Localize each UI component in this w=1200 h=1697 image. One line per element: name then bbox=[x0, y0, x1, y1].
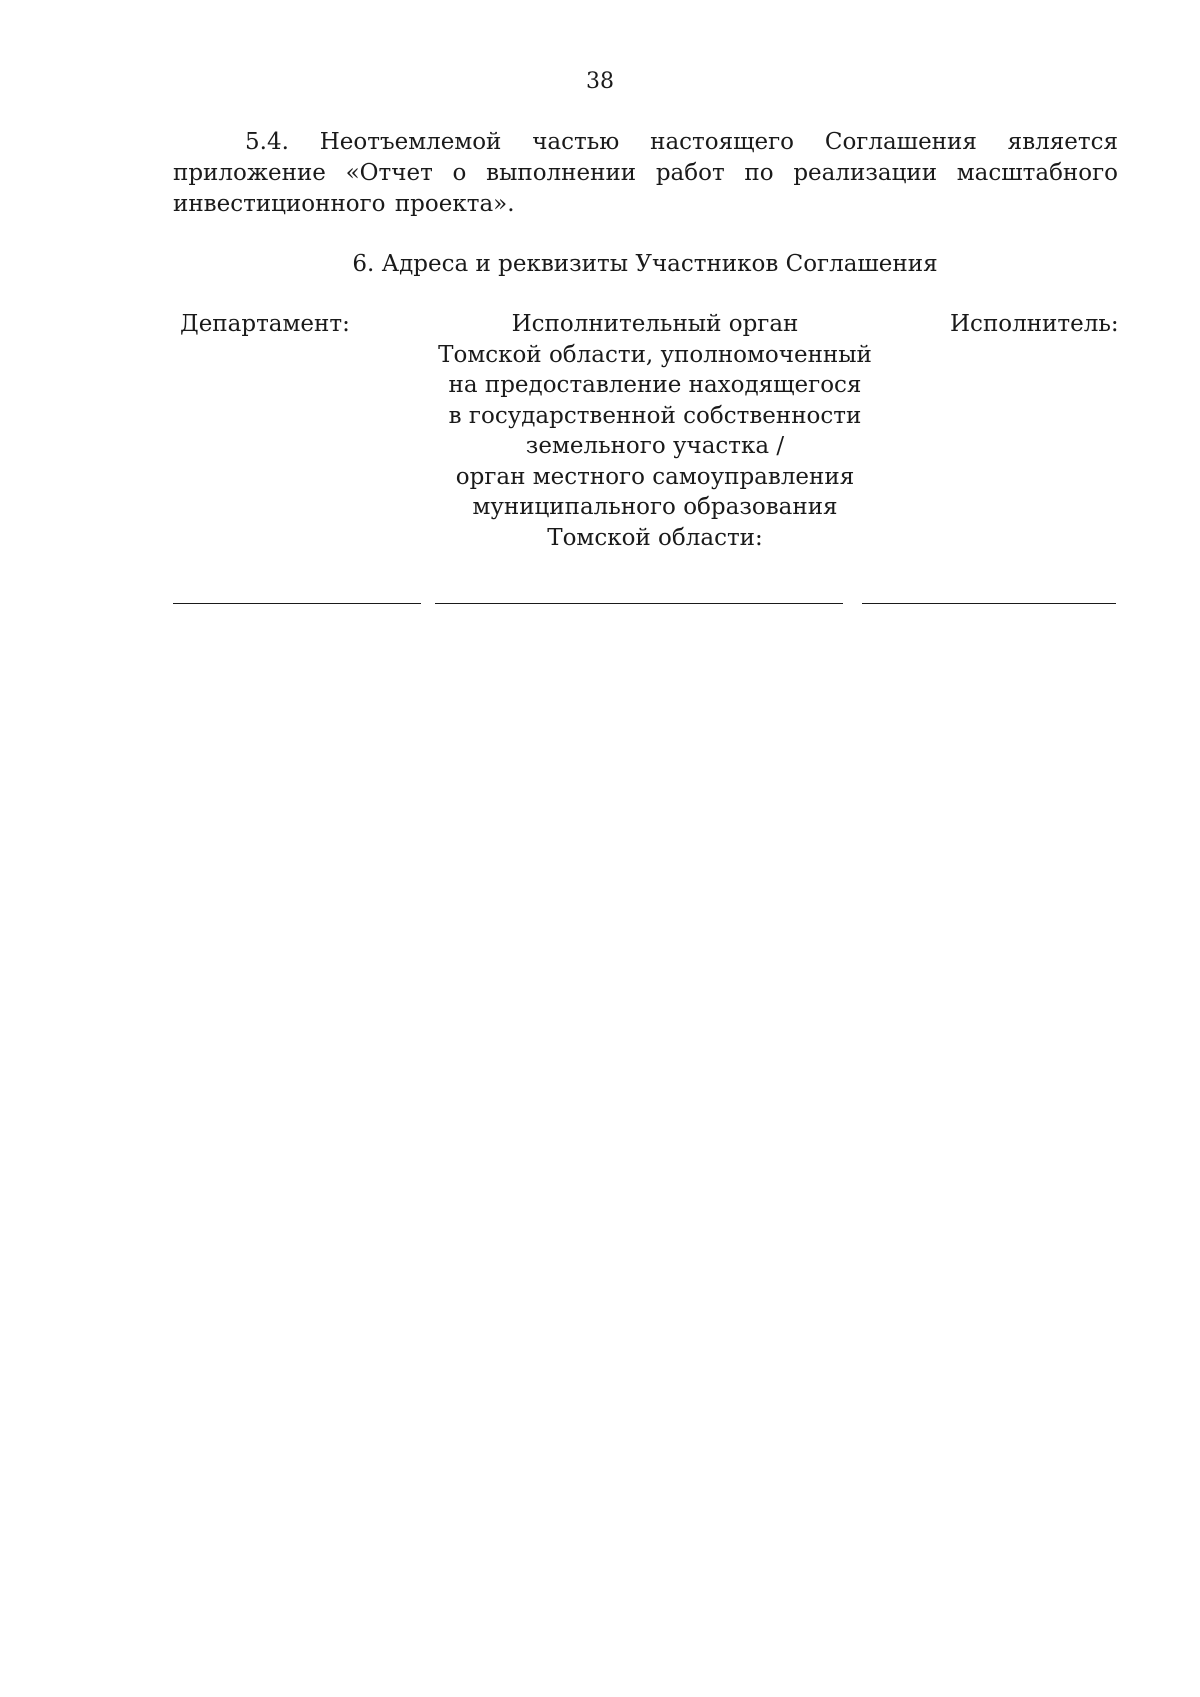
signature-line-department bbox=[173, 603, 421, 604]
party-executive-body-label bbox=[420, 309, 890, 553]
party-executive-body-line: Томской области, уполномоченный bbox=[438, 341, 872, 368]
party-contractor-label: Исполнитель: bbox=[950, 311, 1119, 337]
section-6-heading: 6. Адреса и реквизиты Участников Соглашения bbox=[352, 251, 938, 277]
clause-5-4-text: 5.4. Неотъемлемой частью настоящего Соглашения является приложение «Отчет о выполнении работ по реализации масштабного инвестиционного проекта». bbox=[173, 129, 1118, 217]
party-department-label: Департамент: bbox=[180, 311, 350, 337]
party-executive-body-line: муниципального образования bbox=[472, 494, 838, 520]
signature-line-executive-body bbox=[435, 603, 843, 604]
clause-5-4 bbox=[173, 127, 1118, 220]
party-executive-body-line: земельного участка / bbox=[525, 433, 785, 459]
page-number: 38 bbox=[586, 69, 614, 94]
party-executive-body-line: Томской области: bbox=[547, 524, 763, 551]
party-executive-body-line: на предоставление находящегося bbox=[448, 372, 862, 398]
signature-line-contractor bbox=[862, 603, 1116, 604]
party-executive-body-line: Исполнительный орган bbox=[511, 311, 799, 337]
party-executive-body-line: в государственной собственности bbox=[448, 402, 862, 429]
party-executive-body-line: орган местного самоуправления bbox=[455, 463, 855, 490]
